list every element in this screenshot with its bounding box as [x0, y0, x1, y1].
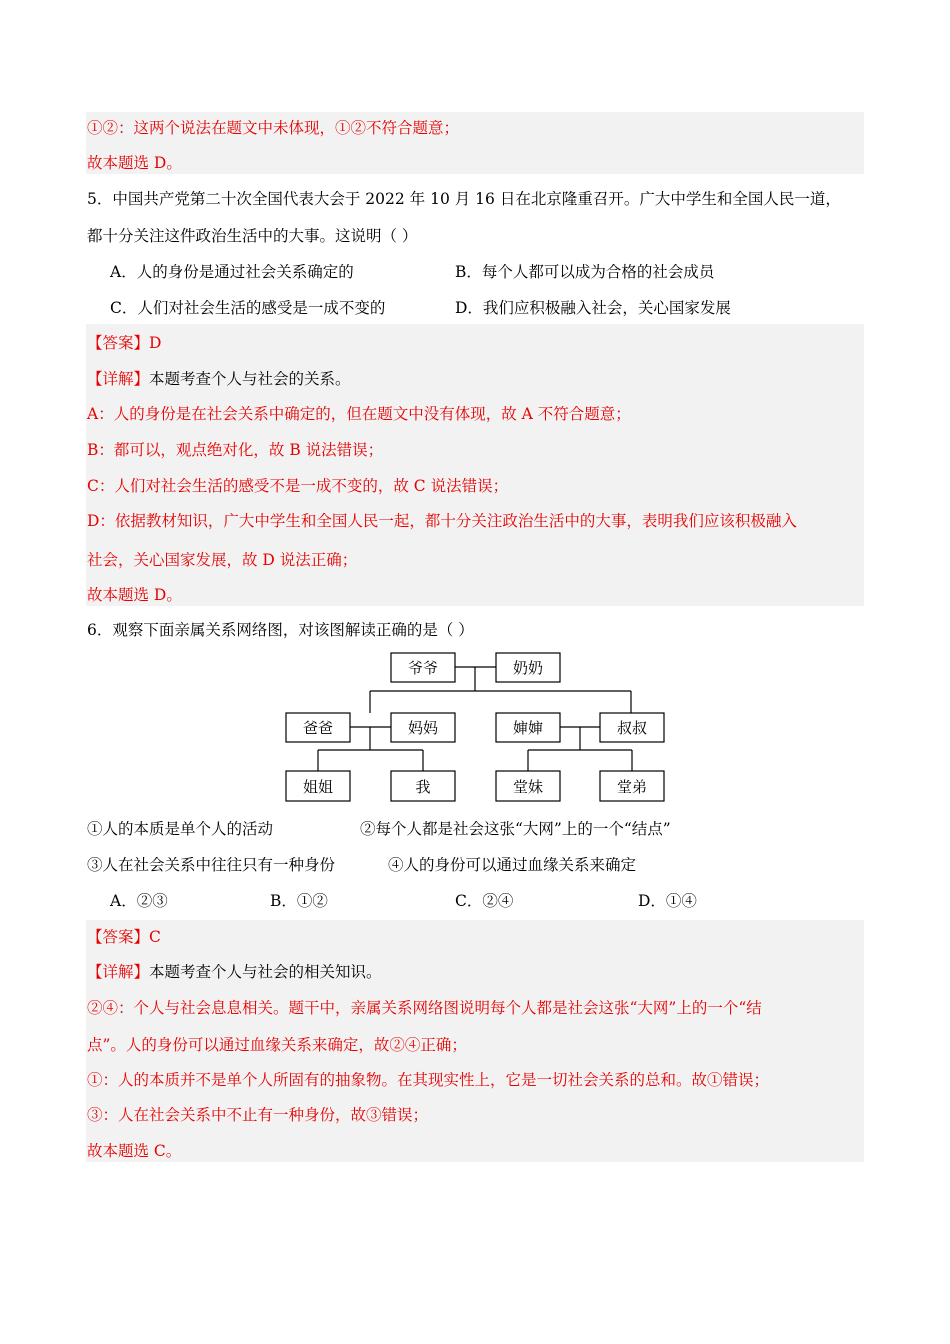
q6-stem: 6．观察下面亲属关系网络图，对该图解读正确的是（ ） [87, 621, 474, 639]
q6-statement-3: ③人在社会关系中往往只有一种身份 [87, 856, 336, 874]
label-grandpa: 爷爷 [407, 659, 439, 677]
label-aunt: 婶婶 [512, 719, 544, 737]
q5-option-a: A．人的身份是通过社会关系确定的 [110, 263, 354, 281]
q6-analysis-1: ①：人的本质并不是单个人所固有的抽象物。在其现实性上，它是一切社会关系的总和。故①错误； [87, 1071, 770, 1089]
q5-stem-line-1: 5．中国共产党第二十次全国代表大会于 2022 年 10 月 16 日在北京隆重召开。广大中学生和全国人民一道， [87, 190, 841, 208]
q5-detail-tag: 【详解】 [87, 370, 150, 388]
q5-detail-text: 本题考查个人与社会的关系。 [149, 370, 351, 388]
q6-detail [87, 962, 382, 982]
q5-option-b: B．每个人都可以成为合格的社会成员 [455, 263, 715, 281]
q6-statement-4: ④人的身份可以通过血缘关系来确定 [388, 856, 637, 874]
q5-option-d: D．我们应积极融入社会，关心国家发展 [455, 299, 731, 317]
label-sister: 姐姐 [302, 778, 334, 796]
q6-analysis-3: ③：人在社会关系中不止有一种身份，故③错误； [87, 1106, 429, 1124]
q6-conclusion: 故本题选 C。 [87, 1142, 182, 1160]
q6-answer: 【答案】C [87, 928, 161, 946]
q5-analysis-a: A：人的身份是在社会关系中确定的，但在题文中没有体现，故 A 不符合题意； [87, 405, 631, 423]
q6-option-d: D．①④ [638, 892, 697, 910]
q6-statement-1: ①人的本质是单个人的活动 [87, 820, 274, 838]
q6-detail-tag: 【详解】 [87, 963, 150, 981]
q6-analysis-24-1: ②④：个人与社会息息相关。题干中，亲属关系网络图说明每个人都是社会这张“大网”上的一个“结 [87, 999, 762, 1017]
q5-option-c: C．人们对社会生活的感受是一成不变的 [110, 299, 386, 317]
q5-stem-line-2: 都十分关注这件政治生活中的大事。这说明（ ） [87, 227, 418, 245]
label-cousin-m: 堂弟 [616, 778, 648, 796]
label-cousin-f: 堂妹 [512, 778, 544, 796]
top-conclusion: 故本题选 D。 [87, 154, 182, 172]
q5-answer: 【答案】D [87, 334, 162, 352]
q6-detail-text: 本题考查个人与社会的相关知识。 [149, 963, 382, 981]
q6-option-b: B．①② [270, 892, 328, 910]
top-analysis-line-1: ①②：这两个说法在题文中未体现，①②不符合题意； [87, 119, 460, 137]
q5-analysis-c: C：人们对社会生活的感受不是一成不变的，故 C 说法错误； [87, 477, 509, 495]
label-dad: 爸爸 [302, 719, 334, 737]
q5-analysis-b: B：都可以，观点绝对化，故 B 说法错误； [87, 441, 384, 459]
label-mom: 妈妈 [407, 719, 439, 737]
label-uncle: 叔叔 [616, 719, 648, 737]
label-me: 我 [415, 778, 431, 796]
q5-analysis-d-2: 社会，关心国家发展，故 D 说法正确； [87, 551, 358, 569]
q6-option-a: A．②③ [110, 892, 168, 910]
q6-analysis-24-2: 点”。人的身份可以通过血缘关系来确定，故②④正确； [87, 1036, 467, 1054]
q6-statement-2: ②每个人都是社会这张“大网”上的一个“结点” [360, 820, 671, 838]
q6-option-c: C．②④ [455, 892, 514, 910]
label-grandma: 奶奶 [512, 659, 544, 677]
q5-conclusion: 故本题选 D。 [87, 586, 182, 604]
q5-analysis-d-1: D：依据教材知识，广大中学生和全国人民一起，都十分关注政治生活中的大事，表明我们应该积极融入 [87, 512, 797, 530]
